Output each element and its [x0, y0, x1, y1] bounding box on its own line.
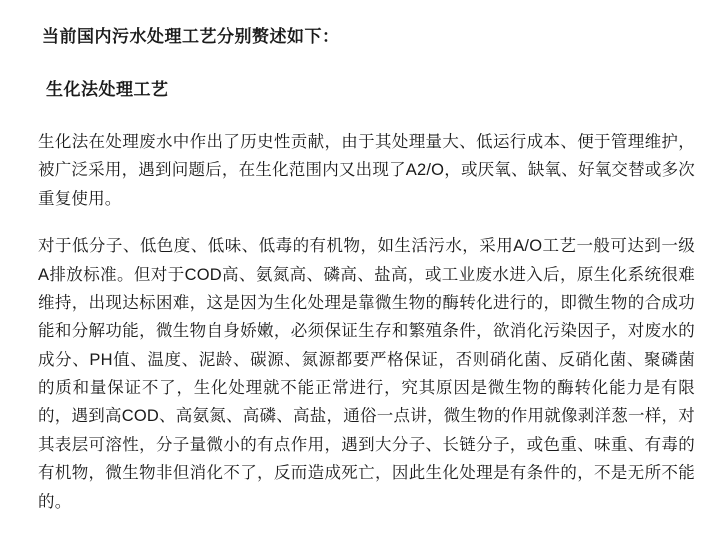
body-paragraph-2: 对于低分子、低色度、低味、低毒的有机物，如生活污水，采用A/O工艺一般可达到一级A排放标准。但对于COD高、氨氮高、磷高、盐高，或工业废水进入后，原生化系统很难维持，出现达标困难，这是因为生化处理是靠微生物的酶转化进行的，即微生物的合成功能和分解功能，微生物自身娇嫩，必须保证生存和繁殖条件，欲消化污染因子，对废水的成分、PH值、温度、泥龄、碳源、氮源都要严格保证，否则硝化菌、反硝化菌、聚磷菌的质和量保证不了，生化处理就不能正常进行，究其原因是微生物的酶转化能力是有限的，遇到高COD、高氨氮、高磷、高盐，通俗一点讲，微生物的作用就像剥洋葱一样，对其表层可溶性，分子量微小的有点作用，遇到大分子、长链分子，或色重、味重、有毒的有机物，微生物非但消化不了，反而造成死亡，因此生化处理是有条件的，不是无所不能的。: [38, 237, 695, 511]
page-title: 当前国内污水处理工艺分别赘述如下：: [42, 27, 340, 46]
section-heading: 生化法处理工艺: [46, 79, 169, 99]
body-paragraph-1: 生化法在处理废水中作出了历史性贡献，由于其处理量大、低运行成本、便于管理维护，被广泛采用，遇到问题后，在生化范围内又出现了A2/O，或厌氧、缺氧、好氧交替或多次重复使用。: [38, 133, 695, 208]
